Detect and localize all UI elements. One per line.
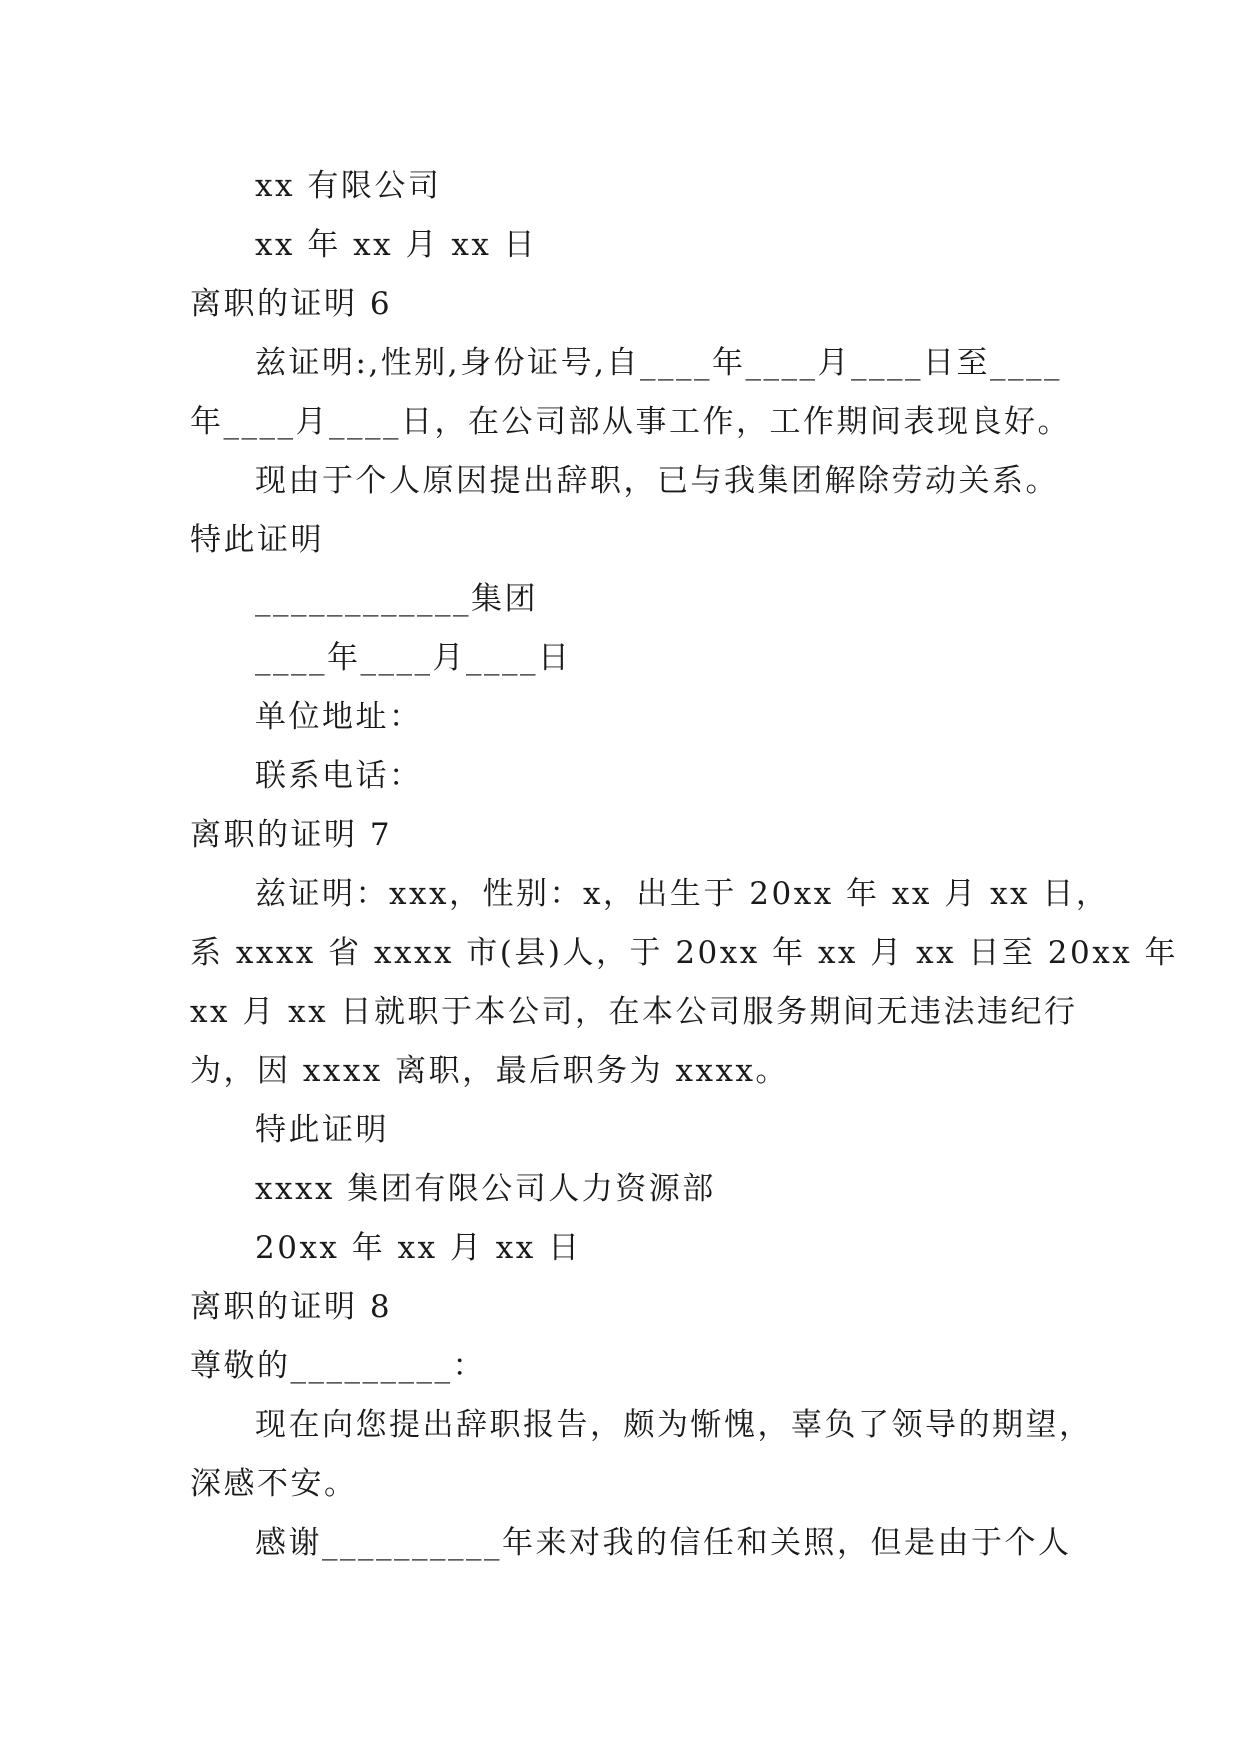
salutation: 尊敬的_________： (190, 1348, 486, 1384)
paragraph-line: 年____月____日，在公司部从事工作，工作期间表现良好。 (190, 404, 1071, 440)
paragraph-line: 深感不安。 (190, 1466, 358, 1502)
paragraph-line: 感谢__________年来对我的信任和关照，但是由于个人 (255, 1525, 1072, 1561)
paragraph-line: 兹证明：xxx，性别：x，出生于 20xx 年 xx 月 xx 日， (255, 876, 1110, 912)
paragraph-line: 系 xxxx 省 xxxx 市(县)人，于 20xx 年 xx 月 xx 日至 20xx 年 (190, 935, 1179, 971)
signature-date: xx 年 xx 月 xx 日 (255, 227, 538, 263)
section-heading-8: 离职的证明 8 (190, 1289, 393, 1325)
section-heading-6: 离职的证明 6 (190, 286, 393, 322)
group-signature: ____________集团 (255, 581, 538, 617)
signature-date: ____年____月____日 (255, 640, 572, 676)
contact-phone: 联系电话： (255, 758, 423, 794)
paragraph-line: 兹证明:,性别,身份证号,自____年____月____日至____ (255, 345, 1063, 381)
section-heading-7: 离职的证明 7 (190, 817, 393, 853)
company-signature: xx 有限公司 (255, 168, 442, 204)
signature-date: 20xx 年 xx 月 xx 日 (255, 1230, 582, 1266)
certification-statement: 特此证明 (190, 522, 324, 558)
department-signature: xxxx 集团有限公司人力资源部 (255, 1171, 716, 1207)
paragraph-line: 为，因 xxxx 离职，最后职务为 xxxx。 (190, 1053, 789, 1089)
paragraph-line: 现在向您提出辞职报告，颇为惭愧，辜负了领导的期望， (255, 1407, 1093, 1443)
certification-statement: 特此证明 (255, 1112, 389, 1148)
paragraph-line: 现由于个人原因提出辞职，已与我集团解除劳动关系。 (255, 463, 1059, 499)
paragraph-line: xx 月 xx 日就职于本公司，在本公司服务期间无违法违纪行 (190, 994, 1078, 1030)
unit-address: 单位地址： (255, 699, 423, 735)
